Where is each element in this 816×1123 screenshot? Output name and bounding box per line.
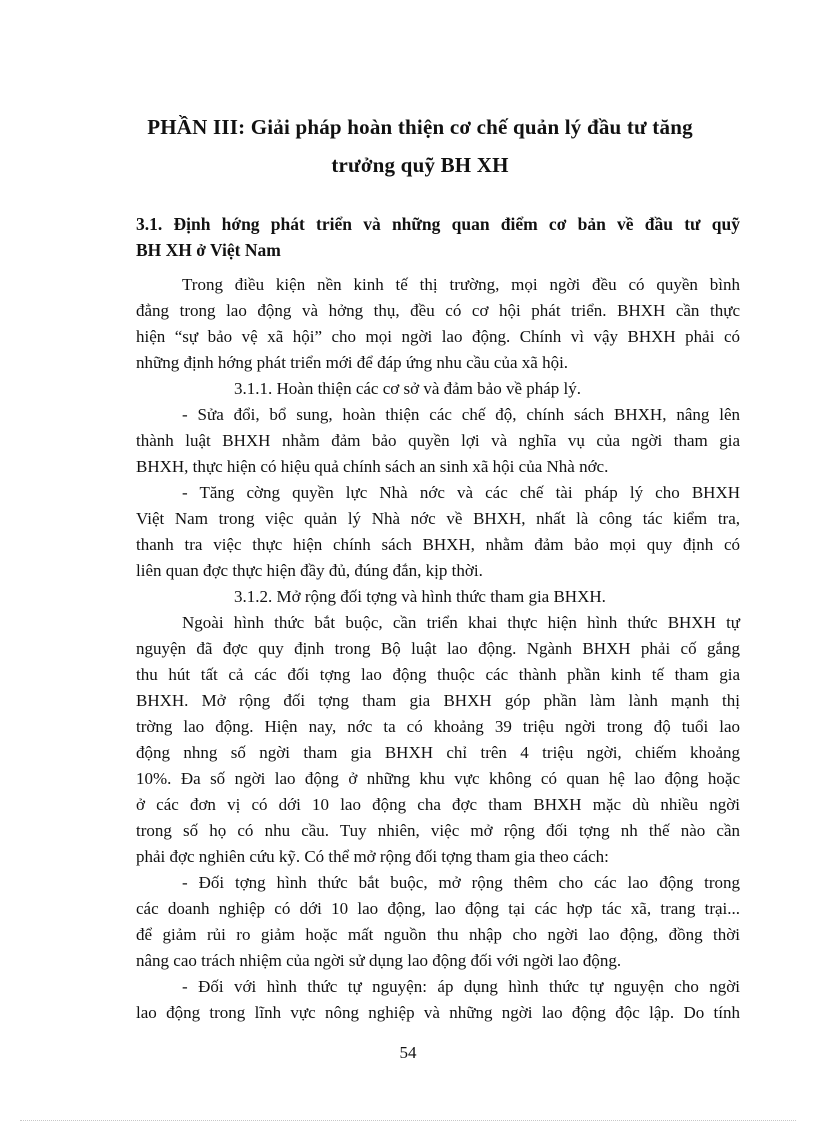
paragraph-line: nâng cao trách nhiệm của ngời sử dụng lao động đối với ngời lao động. [136, 951, 622, 970]
page-number: 54 [399, 1043, 417, 1062]
chapter-title-line: PHẦN III: Giải pháp hoàn thiện cơ chế quản lý đầu tư tăng [147, 115, 693, 139]
paragraph-line: lao động trong lĩnh vực nông nghiệp và những ngời lao động độc lập. Do tính [136, 1003, 740, 1022]
paragraph-line: 10%. Đa số ngời lao động ở những khu vực không có quan hệ lao động hoặc [136, 769, 740, 788]
paragraph-line: thành luật BHXH nhằm đảm bảo quyền lợi và nghĩa vụ của ngời tham gia [136, 431, 740, 450]
paragraph-line: trong số họ có nhu cầu. Tuy nhiên, việc mở rộng đối tợng nh thế nào cần [136, 821, 740, 840]
page-bottom-divider [20, 1120, 796, 1121]
paragraph-line: trờng lao động. Hiện nay, nớc ta có khoảng 39 triệu ngời trong độ tuổi lao [136, 717, 740, 736]
paragraph-line: thanh tra việc thực hiện chính sách BHXH, nhằm đảm bảo mọi quy định có [136, 535, 740, 554]
paragraph-line: Ngoài hình thức bắt buộc, cần triển khai thực hiện hình thức BHXH tự [182, 613, 740, 632]
paragraph-line: - Đối với hình thức tự nguyện: áp dụng hình thức tự nguyện cho ngời [182, 977, 740, 996]
paragraph-line: nguyện đã đợc quy định trong Bộ luật lao động. Ngành BHXH phải cố gắng [136, 639, 740, 658]
paragraph-line: đẳng trong lao động và hởng thụ, đều có cơ hội phát triển. BHXH cần thực [136, 301, 740, 320]
paragraph-line: hiện “sự bảo vệ xã hội” cho mọi ngời lao động. Chính vì vậy BHXH phải có [136, 327, 740, 346]
paragraph-line: - Đối tợng hình thức bắt buộc, mở rộng thêm cho các lao động trong [182, 873, 740, 892]
section-heading [136, 208, 740, 260]
paragraph-line: ở các đơn vị có dới 10 lao động cha đợc tham BHXH mặc dù nhiều ngời [136, 795, 740, 814]
subsection-heading: 3.1.2. Mở rộng đối tợng và hình thức tham gia BHXH. [234, 587, 606, 606]
section-heading-line: BH XH ở Việt Nam [136, 240, 281, 260]
body-text [136, 272, 740, 1026]
paragraph-line: để giảm rủi ro giảm hoặc mất nguồn thu nhập cho ngời lao động, đồng thời [136, 925, 740, 944]
paragraph-line: những định hớng phát triển mới để đáp ứng nhu cầu của xã hội. [136, 353, 569, 372]
section-heading-line: 3.1. Định hớng phát triển và những quan điểm cơ bản về đầu tư quỹ [136, 214, 740, 234]
paragraph-line: Việt Nam trong việc quản lý Nhà nớc về BHXH, nhất là công tác kiểm tra, [136, 509, 740, 528]
chapter-title [100, 108, 740, 184]
paragraph-line: phải đợc nghiên cứu kỹ. Có thể mở rộng đối tợng tham gia theo cách: [136, 847, 609, 866]
paragraph-line: - Tăng cờng quyền lực Nhà nớc và các chế tài pháp lý cho BHXH [182, 483, 740, 502]
paragraph-line: động nhng số ngời tham gia BHXH chỉ trên 4 triệu ngời, chiếm khoảng [136, 743, 740, 762]
subsection-heading: 3.1.1. Hoàn thiện các cơ sở và đảm bảo về pháp lý. [234, 379, 582, 398]
paragraph-line: - Sửa đổi, bổ sung, hoàn thiện các chế độ, chính sách BHXH, nâng lên [182, 405, 740, 424]
paragraph-line: thu hút tất cả các đối tợng lao động thuộc các thành phần kinh tế tham gia [136, 665, 740, 684]
paragraph-line: liên quan đợc thực hiện đầy đủ, đúng đắn, kịp thời. [136, 561, 483, 580]
paragraph-line: các doanh nghiệp có dới 10 lao động, lao động tại các hợp tác xã, trang trại... [136, 899, 740, 918]
paragraph-line: BHXH. Mở rộng đối tợng tham gia BHXH góp phần làm lành mạnh thị [136, 691, 740, 710]
paragraph-line: BHXH, thực hiện có hiệu quả chính sách an sinh xã hội của Nhà nớc. [136, 457, 609, 476]
paragraph-line: Trong điều kiện nền kinh tế thị trường, mọi ngời đều có quyền bình [182, 275, 740, 294]
chapter-title-line: trưởng quỹ BH XH [331, 153, 509, 177]
